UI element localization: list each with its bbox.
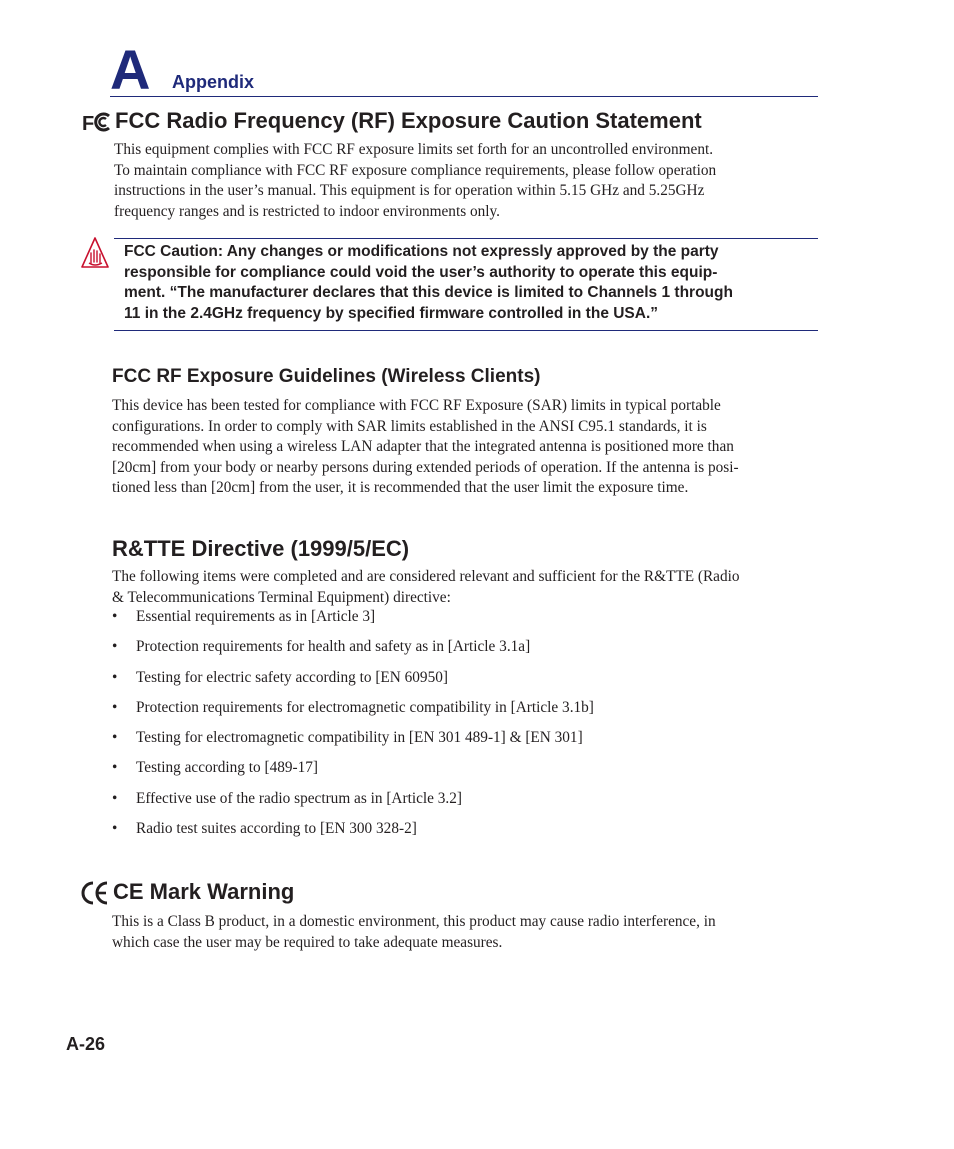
bullet: • bbox=[112, 759, 118, 777]
text-line: This equipment complies with FCC RF exposure limits set forth for an uncontrolled environment. bbox=[114, 141, 714, 158]
bullet: • bbox=[112, 668, 118, 686]
text-line: This device has been tested for compliance with FCC RF Exposure (SAR) limits in typical portable bbox=[112, 397, 721, 414]
list-item bbox=[112, 698, 594, 728]
appendix-letter: A bbox=[110, 38, 151, 101]
svg-text:F: F bbox=[82, 113, 95, 134]
caution-box bbox=[114, 238, 818, 331]
warning-hand-icon bbox=[80, 236, 110, 270]
list-item bbox=[112, 789, 594, 819]
text-line: & Telecommunications Terminal Equipment) directive: bbox=[112, 588, 451, 606]
rf-guidelines-body bbox=[112, 396, 818, 499]
ce-section-title: CE Mark Warning bbox=[113, 879, 295, 904]
rtte-intro bbox=[112, 567, 818, 608]
list-item bbox=[112, 668, 594, 698]
list-item-text: Essential requirements as in [Article 3] bbox=[136, 608, 376, 625]
list-item bbox=[112, 637, 594, 667]
list-item bbox=[112, 728, 594, 758]
text-line: The following items were completed and are considered relevant and sufficient for the R&TTE (Radio bbox=[112, 568, 740, 585]
text-line: which case the user may be required to take adequate measures. bbox=[112, 933, 503, 951]
text-line: To maintain compliance with FCC RF exposure compliance requirements, please follow operation bbox=[114, 161, 717, 179]
caution-text bbox=[124, 242, 818, 324]
page-number: A-26 bbox=[66, 1034, 106, 1054]
bullet: • bbox=[112, 698, 118, 716]
text-line: recommended when using a wireless LAN adapter that the integrated antenna is positioned more than bbox=[112, 438, 734, 455]
list-item-text: Protection requirements for electromagnetic compatibility in [Article 3.1b] bbox=[136, 698, 594, 716]
fcc-section-title: FCC Radio Frequency (RF) Exposure Caution Statement bbox=[115, 108, 702, 133]
list-item bbox=[112, 819, 594, 849]
rf-guidelines-title: FCC RF Exposure Guidelines (Wireless Clients) bbox=[112, 366, 541, 387]
text-line: tioned less than [20cm] from the user, it is recommended that the user limit the exposure time. bbox=[112, 479, 689, 496]
list-item-text: Testing for electromagnetic compatibility in [EN 301 489-1] & [EN 301] bbox=[136, 729, 583, 747]
ce-logo-icon bbox=[80, 880, 110, 906]
bullet: • bbox=[112, 820, 118, 838]
header-rule bbox=[110, 96, 818, 97]
list-item-text: Effective use of the radio spectrum as in [Article 3.2] bbox=[136, 789, 462, 807]
rtte-list bbox=[112, 607, 594, 849]
text-line: This is a Class B product, in a domestic environment, this product may cause radio interference, in bbox=[112, 913, 716, 930]
ce-section-body bbox=[112, 912, 818, 953]
rtte-title: R&TTE Directive (1999/5/EC) bbox=[112, 536, 410, 561]
list-item-text: Protection requirements for health and safety as in [Article 3.1a] bbox=[136, 638, 531, 656]
list-item-text: Radio test suites according to [EN 300 328-2] bbox=[136, 820, 417, 838]
text-line: instructions in the user’s manual. This equipment is for operation within 5.15 GHz and 5.25GHz bbox=[114, 182, 705, 199]
list-item-text: Testing for electric safety according to [EN 60950] bbox=[136, 668, 448, 686]
bullet: • bbox=[112, 789, 118, 807]
text-line: ment. “The manufacturer declares that this device is limited to Channels 1 through bbox=[124, 284, 733, 301]
text-line: frequency ranges and is restricted to indoor environments only. bbox=[114, 202, 500, 220]
appendix-label: Appendix bbox=[172, 72, 255, 92]
list-item bbox=[112, 607, 594, 637]
fcc-section-body bbox=[114, 140, 814, 222]
list-item-text: Testing according to [489-17] bbox=[136, 759, 319, 777]
text-line: 11 in the 2.4GHz frequency by specified firmware controlled in the USA.” bbox=[124, 304, 659, 322]
text-line: configurations. In order to comply with SAR limits established in the ANSI C95.1 standards, it is bbox=[112, 417, 707, 435]
text-line: responsible for compliance could void the user’s authority to operate this equip- bbox=[124, 263, 718, 281]
bullet: • bbox=[112, 729, 118, 747]
bullet: • bbox=[112, 608, 118, 625]
text-line: [20cm] from your body or nearby persons during extended periods of operation. If the antenna is posi- bbox=[112, 458, 739, 476]
list-item bbox=[112, 758, 594, 788]
bullet: • bbox=[112, 638, 118, 656]
fcc-logo-icon bbox=[82, 110, 112, 134]
text-line: FCC Caution: Any changes or modifications not expressly approved by the party bbox=[124, 243, 719, 260]
